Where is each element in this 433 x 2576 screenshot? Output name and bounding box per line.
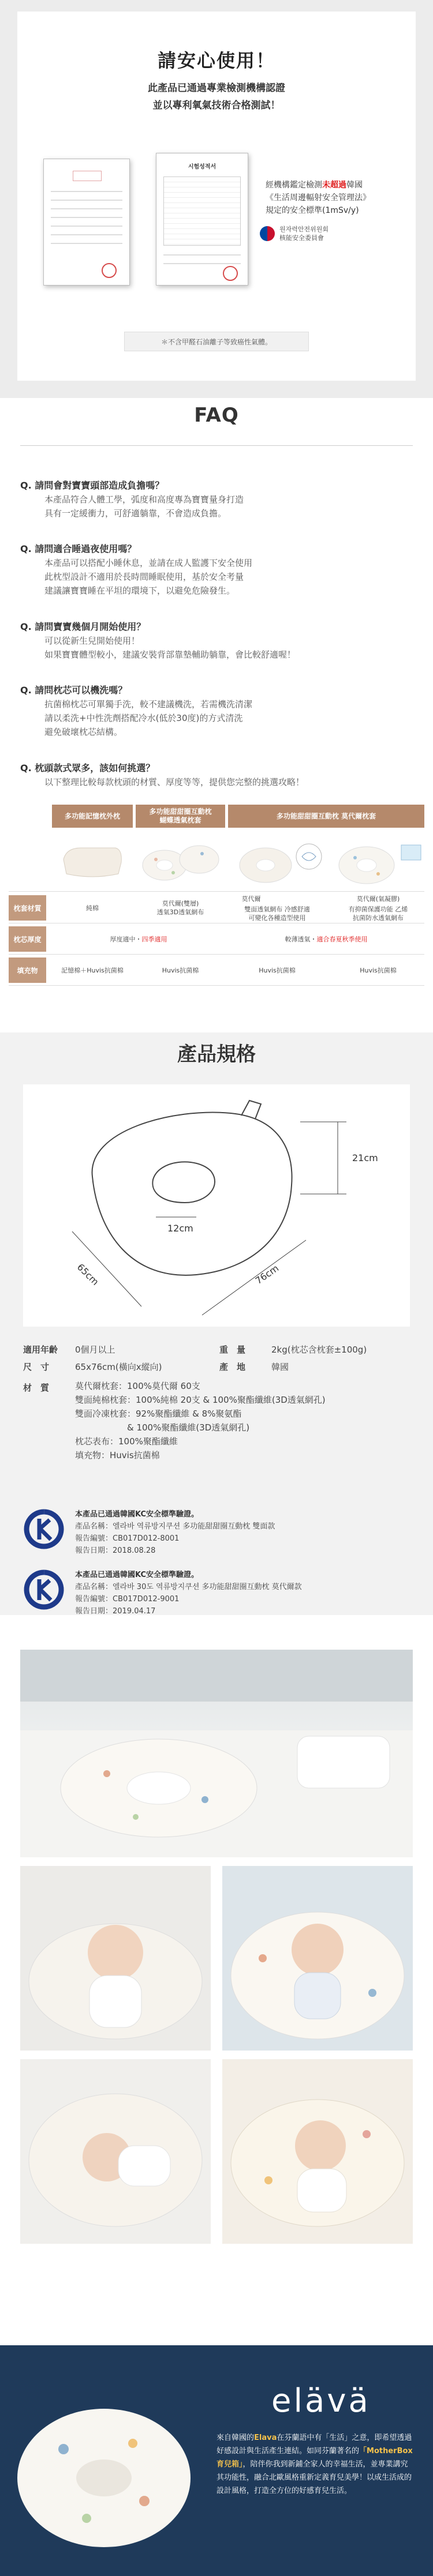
thickness-text: 厚度適中・ (110, 935, 142, 943)
material-line: 枕芯表布：100%聚酯纖維 (75, 1436, 178, 1447)
table-header-memory: 多功能記憶枕外枕 (52, 805, 133, 828)
filling-cell: Huvis抗菌棉 (360, 966, 397, 974)
brand-text: 在芬蘭語中有「生活」之意，即希望透過好感設計與生活產生連結。如同芬蘭著名的 (216, 2434, 412, 2455)
faq-item-5 (20, 761, 419, 789)
table-header-donut-butterfly: 多功能甜甜圈互動枕 蝴蝶透氣枕套 (136, 805, 225, 828)
filling-cell: Huvis抗菌棉 (259, 966, 296, 974)
filling-cell: Huvis抗菌棉 (162, 966, 199, 974)
kc-report-no: 報告編號：CB017D012-9001 (75, 1595, 180, 1604)
material-cell: 莫代爾(雙層) 透氣3D透氣網布 (156, 900, 204, 916)
faq-item-3 (20, 620, 419, 662)
spec-key: 產 地 (219, 1362, 246, 1372)
modal-pillow-image (234, 833, 326, 888)
material-line: 雙面純棉枕套：100%純棉 20支 & 100%聚酯纖維(3D透氣網孔) (75, 1395, 326, 1405)
dim-length-label: 76cm (253, 1262, 281, 1287)
kc-mark-icon (23, 1508, 65, 1550)
agency-badge (260, 225, 329, 242)
faq-question: Q. 請問寶寶幾個月開始使用？ (20, 621, 146, 632)
brand-logo: elävä (271, 2382, 371, 2420)
faq-question: Q. 請問會對寶寶頭部造成負擔嗎？ (20, 480, 165, 491)
faq-answer: 本產品符合人體工學，弧度和高度專為寶寶量身打造 具有一定緩衝力，可舒適躺靠，不會造成負擔。 (44, 494, 244, 519)
korea-agency-logo-icon (260, 226, 275, 241)
spec-value: 0個月以上 (75, 1345, 115, 1355)
row-label-material: 枕套材質 (9, 895, 46, 921)
safety-desc-line-1: 此產品已通過專業檢測機構認證 (148, 82, 285, 94)
radiation-statement (266, 179, 404, 217)
material-cell: 雙面透氣網布 冷感舒適 可變化各種造型使用 (244, 906, 310, 922)
kc-mark-icon (23, 1569, 65, 1610)
dim-width-label: 65cm (74, 1261, 101, 1288)
table-header-donut-modal: 多功能甜甜圈互動枕 莫代爾枕套 (228, 805, 424, 828)
material-cell: 純棉 (86, 904, 99, 912)
thickness-text: 較薄透氣・ (285, 935, 317, 943)
table-divider (9, 891, 424, 892)
certificate-heading: 시험성적서 (188, 164, 216, 170)
kc-certification-1 (23, 1508, 410, 1557)
faq-item-2 (20, 542, 419, 598)
faq-item-1 (20, 479, 419, 520)
kc-title: 本產品已通過韓國KC安全標準驗證。 (75, 1510, 199, 1519)
radiation-text-1: 經機構鑑定檢測 (266, 181, 322, 190)
spec-row (23, 1379, 410, 1462)
faq-heading: FAQ (194, 404, 239, 427)
faq-answer: 以下整理比較每款枕頭的材質、厚度等等，提供您完整的挑選攻略！ (44, 777, 305, 787)
thickness-cell-thick (52, 926, 225, 952)
spec-key: 材 質 (23, 1383, 50, 1393)
faq-answer: 可以從新生兒開始使用！ 如果寶寶體型較小，建議安裝背部靠墊輔助躺靠，會比較舒適喔！ (44, 636, 296, 660)
formaldehyde-note: ＊不含甲醛石油離子等致癌性氣體。 (124, 332, 309, 351)
kc-title: 本產品已通過韓國KC安全標準驗證。 (75, 1571, 199, 1579)
material-cell: 有抑菌保護功能 乙烯 抗菌防水透氣網布 (348, 906, 408, 922)
safety-card (17, 12, 416, 381)
dimension-drawing (23, 1084, 410, 1327)
material-cell: 莫代爾(氣凝膠) (356, 895, 400, 903)
butterfly-pillow-image (139, 833, 222, 888)
brand-text: ，陪伴你我到新鋪全家人的幸福生活，並專業講究其功能性，融合北歐風格重新定義育兒美學！以成生活成的設計風格，打造全方位的好感育兒生活。 (216, 2460, 412, 2495)
faq-answer: 本產品可以搭配小睡休息，並請在成人監護下安全使用 此枕型設計不適用於長時間睡眠使用，基於安全考量 建議讓寶寶睡在平坦的環境下，以避免危險發生。 (44, 558, 253, 596)
baby-photo-3 (20, 2059, 211, 2244)
kc-report-date: 報告日期：2019.04.17 (75, 1607, 156, 1616)
faq-question: Q. 請問枕芯可以機洗嗎？ (20, 685, 128, 696)
row-label-filling: 填充物 (9, 957, 46, 983)
radiation-text-3: 《生活周邊輻射安全管理法》 (266, 193, 371, 202)
safety-title: 請安心使用！ (157, 50, 275, 72)
thickness-cell-thin (228, 926, 424, 952)
table-divider (9, 985, 424, 986)
memory-pillow-image (58, 833, 127, 888)
spec-value: 韓國 (271, 1362, 289, 1372)
agency-name-zh: 核能安全委員會 (279, 234, 324, 242)
kc-report-date: 報告日期：2018.08.28 (75, 1546, 156, 1555)
spec-row (23, 1341, 410, 1358)
brand-highlight: Elava (254, 2434, 277, 2442)
thickness-highlight: 四季適用 (141, 935, 167, 943)
spec-key: 尺 寸 (23, 1362, 50, 1372)
spec-value: 2kg(枕芯含枕套±100g) (271, 1345, 367, 1355)
spec-table (23, 1341, 410, 1462)
material-cell: 莫代爾 (241, 895, 261, 903)
bedroom-photo (20, 1650, 413, 1857)
dim-height-label: 21cm (352, 1152, 378, 1163)
certificate-image-1 (43, 159, 130, 286)
spec-value: 65x76cm(橫向x縱向) (75, 1362, 162, 1372)
baby-photo-1 (20, 1866, 211, 2051)
filling-cell: 記憶棉＋Huvis抗菌棉 (61, 966, 124, 974)
dim-inner-label: 12cm (167, 1223, 193, 1234)
faq-answer: 抗菌棉枕芯可單獨手洗，較不建議機洗，若需機洗清潔 請以柔洗+中性洗劑搭配冷水(低於30度)的方式清洗 避免破壞枕芯結構。 (44, 699, 253, 737)
spec-key: 適用年齡 (23, 1345, 58, 1355)
kc-report-no: 報告編號：CB017D012-8001 (75, 1534, 180, 1543)
row-label-thickness: 枕芯厚度 (9, 926, 46, 952)
kc-product-name: 產品名稱：엘라바 30도 역류방지쿠션 多功能甜甜圈互動枕 莫代爾款 (75, 1583, 302, 1591)
spec-heading: 產品規格 (177, 1043, 256, 1066)
material-line: 莫代爾枕套：100%莫代爾 60支 (75, 1381, 200, 1391)
faq-item-4 (20, 684, 419, 739)
radiation-text-2: 韓國 (346, 181, 363, 190)
material-line: 填充物：Huvis抗菌棉 (75, 1450, 160, 1460)
safety-desc-line-2: 並以專利氧氣技術合格測試！ (152, 100, 281, 111)
kc-certification-2 (23, 1569, 410, 1617)
faq-divider (20, 445, 413, 446)
baby-photo-4 (222, 2059, 413, 2244)
brand-description (216, 2431, 413, 2498)
brand-text: 來自韓國的 (216, 2434, 255, 2442)
faq-question: Q. 請問適合睡過夜使用嗎？ (20, 543, 137, 554)
faq-question: Q. 枕頭款式眾多，該如何挑選？ (20, 763, 155, 773)
spec-key: 重 量 (219, 1345, 246, 1355)
certificate-image-2 (156, 153, 248, 286)
material-line: 雙面冷凍枕套：92%聚酯纖維 & 8%聚氨酯 (75, 1409, 242, 1419)
safety-description (17, 80, 416, 114)
aerogel-pillow-image (332, 833, 424, 888)
baby-photo-2 (222, 1866, 413, 2051)
thickness-highlight: 適合春夏秋季使用 (316, 935, 368, 943)
table-divider (9, 954, 424, 955)
agency-name-ko: 원자력안전위원회 (279, 226, 329, 233)
material-line: & 100%聚酯纖維(3D透氣網孔) (75, 1422, 250, 1433)
spec-material-list (75, 1379, 326, 1462)
radiation-highlight: 未超過 (322, 181, 346, 190)
radiation-text-4: 規定的安全標準(1mSv/y) (266, 206, 359, 215)
spec-row (23, 1358, 410, 1376)
kc-product-name: 產品名稱：엘라바 역류방지쿠션 多功能甜甜圈互動枕 雙面款 (75, 1522, 275, 1531)
brand-highlight: 「MotherBox育兒箱」 (216, 2447, 413, 2469)
